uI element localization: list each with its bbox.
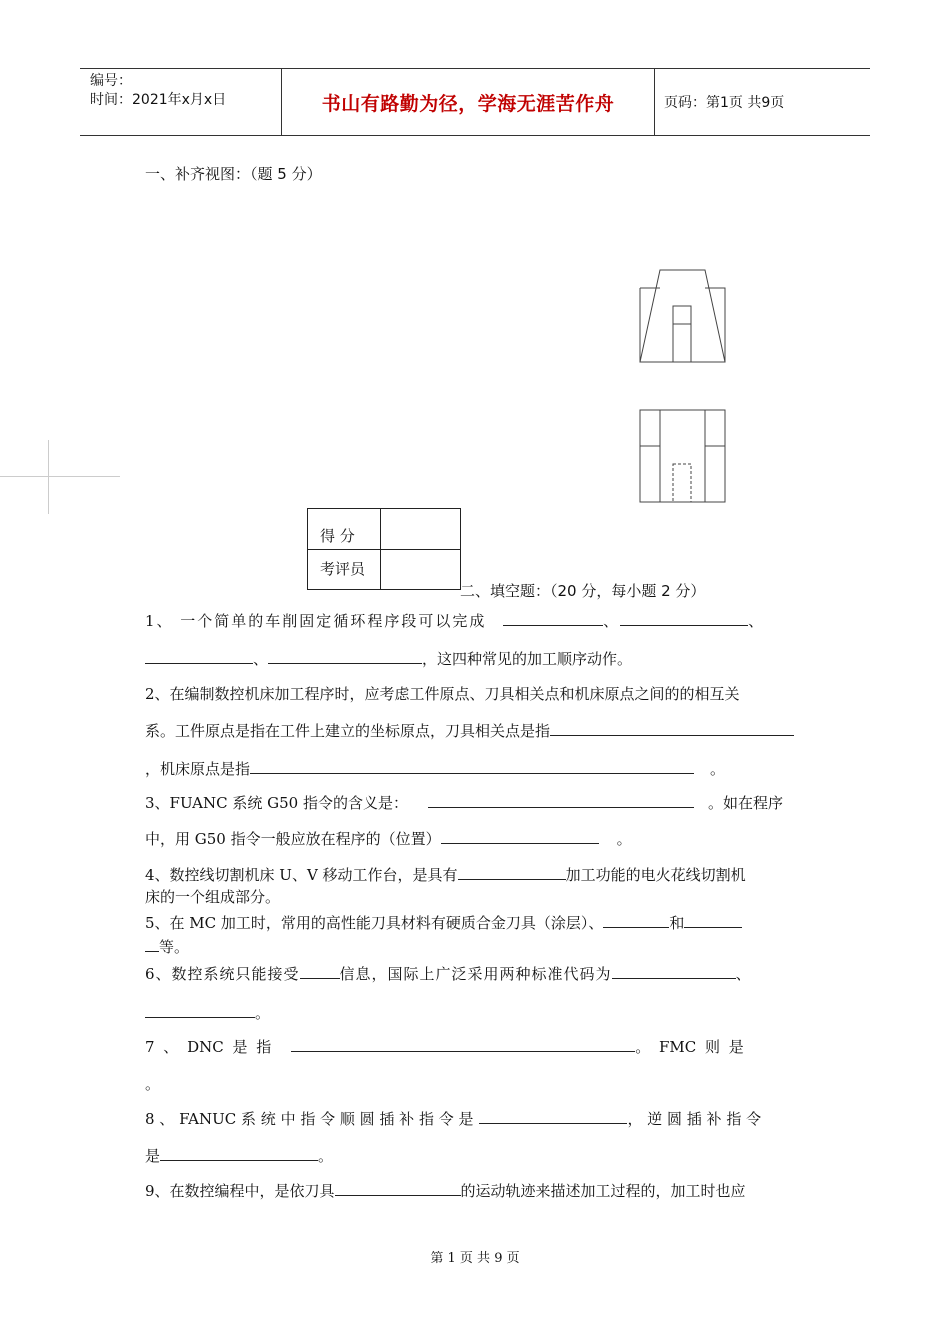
question-3-line-2: 中，用 G50 指令一般应放在程序的（位置） 。 [145, 830, 632, 848]
question-1-line-1: 1、 一个简单的车削固定循环程序段可以完成 、 、 [145, 612, 766, 630]
question-9-line-1: 9、在数控编程中，是依刀具 的运动轨迹来描述加工过程的，加工时也应 [145, 1182, 746, 1200]
question-2-line-3: ，机床原点是指 。 [145, 760, 726, 778]
q2-blank-1[interactable] [550, 722, 794, 736]
top-right-notch [705, 410, 725, 446]
q8-blank-2[interactable] [160, 1147, 318, 1161]
question-6-line-2: 。 [145, 1002, 270, 1023]
question-5-line-2: 等。 [145, 936, 189, 957]
front-trapezoid [640, 270, 725, 362]
crosshair-horizontal [0, 476, 120, 477]
score-label: 得 分 [320, 527, 355, 545]
question-2-line-2: 系。工件原点是指在工件上建立的坐标原点，刀具相关点是指 [145, 720, 794, 741]
header-divider-2 [654, 68, 655, 136]
top-hidden-slot [673, 464, 691, 502]
q7-blank-1[interactable] [291, 1038, 635, 1052]
question-8-line-2: 是 。 [145, 1147, 334, 1165]
front-slot [673, 306, 691, 362]
question-7-line-1: 7 、 DNC 是 指 。 FMC 则 是 [145, 1038, 744, 1056]
q4-blank-1[interactable] [458, 866, 566, 880]
section1-title: 一、补齐视图：（题 5 分） [145, 165, 322, 183]
question-2-line-1: 2、在编制数控机床加工程序时，应考虑工件原点、刀具相关点和机床原点之间的的相互关 [145, 685, 740, 703]
q9-blank-1[interactable] [335, 1182, 461, 1196]
footer-page-number: 第 1 页 共 9 页 [430, 1251, 520, 1266]
header-page-number: 页码：第1页 共9页 [664, 95, 785, 111]
grader-label: 考评员 [320, 560, 366, 578]
crosshair-vertical [48, 440, 49, 514]
top-outline [640, 410, 725, 502]
question-8-line-1: 8 、 FANUC 系 统 中 指 令 顺 圆 插 补 指 令 是 ， 逆 圆 插 补 指 令 [145, 1110, 762, 1128]
view-drawing-front [638, 268, 728, 364]
header-top-border [80, 68, 870, 69]
score-input-cell[interactable] [381, 509, 460, 549]
question-1-line-2: 、 ，这四种常见的加工顺序动作。 [145, 648, 632, 669]
question-4-line-2: 床的一个组成部分。 [145, 888, 281, 906]
q1-blank-4[interactable] [268, 650, 422, 664]
question-6-line-1: 6、数控系统只能接受 信息，国际上广泛采用两种标准代码为 、 [145, 965, 752, 983]
question-3-line-1: 3、FUANC 系统 G50 指令的含义是： 。如在程序 [145, 794, 783, 812]
section2-title: 二、填空题：（20 分，每小题 2 分） [460, 582, 706, 600]
q1-blank-1[interactable] [503, 612, 603, 626]
time-label: 时间：2021年x月x日 [90, 92, 227, 108]
score-box [307, 508, 461, 590]
q5-blank-2-cont[interactable] [145, 938, 159, 952]
q2-blank-2[interactable] [250, 760, 694, 774]
number-label: 编号： [90, 73, 132, 89]
top-left-notch [640, 410, 660, 446]
grader-input-cell[interactable] [381, 550, 460, 589]
q5-blank-2[interactable] [684, 914, 742, 928]
q3-blank-2[interactable] [441, 830, 599, 844]
q5-blank-1[interactable] [603, 914, 669, 928]
header-bottom-border [80, 135, 870, 136]
q3-blank-1[interactable] [428, 794, 694, 808]
q1-blank-2[interactable] [620, 612, 748, 626]
header-meta [90, 72, 226, 110]
q8-blank-1[interactable] [479, 1110, 627, 1124]
front-outline [640, 288, 725, 362]
question-4-line-1: 4、数控线切割机床 U、V 移动工作台，是具有 加工功能的电火花线切割机 [145, 866, 746, 884]
question-7-line-2: 。 [145, 1075, 161, 1093]
q1-blank-3[interactable] [145, 650, 253, 664]
q6-blank-3[interactable] [145, 1004, 255, 1018]
question-5-line-1: 5、在 MC 加工时，常用的高性能刀具材料有硬质合金刀具（涂层）、 和 [145, 912, 742, 933]
view-drawing-top [638, 408, 728, 504]
q6-blank-1[interactable] [300, 965, 340, 979]
header-motto: 书山有路勤为径，学海无涯苦作舟 [321, 93, 615, 115]
q6-blank-2[interactable] [612, 965, 736, 979]
